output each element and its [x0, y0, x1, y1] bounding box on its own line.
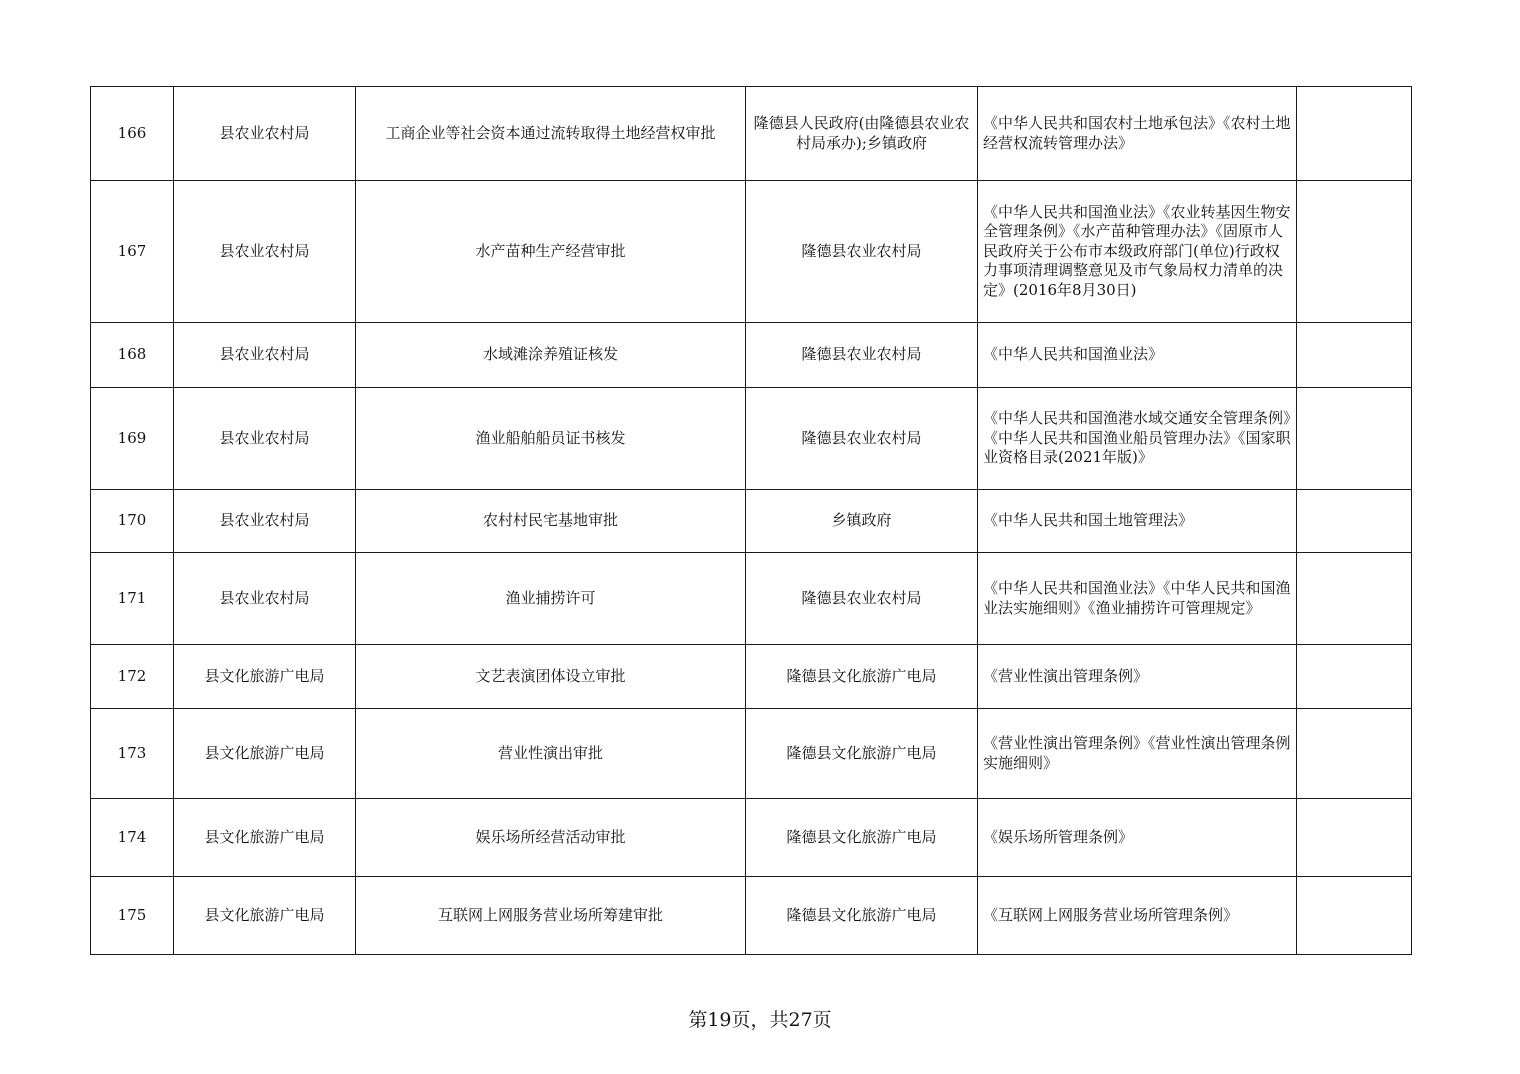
table-row	[91, 87, 1412, 181]
row-number: 175	[91, 877, 174, 955]
row-number: 174	[91, 799, 174, 877]
table-row	[91, 181, 1412, 323]
row-number: 173	[91, 709, 174, 799]
item-name-cell: 渔业捕捞许可	[356, 553, 746, 645]
legal-basis-cell: 《中华人民共和国渔港水域交通安全管理条例》《中华人民共和国渔业船员管理办法》《国家职业资格目录(2021年版)》	[978, 388, 1297, 490]
legal-basis-cell: 《营业性演出管理条例》《营业性演出管理条例实施细则》	[978, 709, 1297, 799]
table-row	[91, 388, 1412, 490]
legal-basis-cell: 《互联网上网服务营业场所管理条例》	[978, 877, 1297, 955]
note-cell	[1297, 388, 1412, 490]
item-name-cell: 渔业船舶船员证书核发	[356, 388, 746, 490]
department-cell: 县农业农村局	[174, 553, 356, 645]
department-cell: 县农业农村局	[174, 323, 356, 388]
department-cell: 县农业农村局	[174, 181, 356, 323]
table-row	[91, 645, 1412, 709]
note-cell	[1297, 877, 1412, 955]
table-body	[91, 87, 1412, 955]
note-cell	[1297, 323, 1412, 388]
item-name-cell: 工商企业等社会资本通过流转取得土地经营权审批	[356, 87, 746, 181]
legal-basis-cell: 《中华人民共和国土地管理法》	[978, 490, 1297, 553]
implementing-body-cell: 隆德县人民政府(由隆德县农业农村局承办);乡镇政府	[746, 87, 978, 181]
table-row	[91, 323, 1412, 388]
legal-basis-cell: 《中华人民共和国渔业法》《中华人民共和国渔业法实施细则》《渔业捕捞许可管理规定》	[978, 553, 1297, 645]
note-cell	[1297, 709, 1412, 799]
item-name-cell: 水产苗种生产经营审批	[356, 181, 746, 323]
note-cell	[1297, 799, 1412, 877]
note-cell	[1297, 645, 1412, 709]
item-name-cell: 营业性演出审批	[356, 709, 746, 799]
row-number: 171	[91, 553, 174, 645]
table-row	[91, 877, 1412, 955]
implementing-body-cell: 乡镇政府	[746, 490, 978, 553]
item-name-cell: 娱乐场所经营活动审批	[356, 799, 746, 877]
row-number: 168	[91, 323, 174, 388]
note-cell	[1297, 181, 1412, 323]
table-row	[91, 490, 1412, 553]
authority-table	[90, 86, 1412, 955]
item-name-cell: 互联网上网服务营业场所筹建审批	[356, 877, 746, 955]
row-number: 170	[91, 490, 174, 553]
row-number: 169	[91, 388, 174, 490]
note-cell	[1297, 553, 1412, 645]
table-row	[91, 709, 1412, 799]
implementing-body-cell: 隆德县农业农村局	[746, 553, 978, 645]
item-name-cell: 水域滩涂养殖证核发	[356, 323, 746, 388]
implementing-body-cell: 隆德县农业农村局	[746, 323, 978, 388]
note-cell	[1297, 87, 1412, 181]
department-cell: 县文化旅游广电局	[174, 877, 356, 955]
table-row	[91, 799, 1412, 877]
department-cell: 县文化旅游广电局	[174, 709, 356, 799]
legal-basis-cell: 《中华人民共和国渔业法》《农业转基因生物安全管理条例》《水产苗种管理办法》《固原市人民政府关于公布市本级政府部门(单位)行政权力事项清理调整意见及市气象局权力清单的决定》(2016年8月30日)	[978, 181, 1297, 323]
legal-basis-cell: 《中华人民共和国农村土地承包法》《农村土地经营权流转管理办法》	[978, 87, 1297, 181]
implementing-body-cell: 隆德县文化旅游广电局	[746, 799, 978, 877]
department-cell: 县农业农村局	[174, 490, 356, 553]
page-number-footer: 第19页，共27页	[688, 1009, 832, 1031]
legal-basis-cell: 《营业性演出管理条例》	[978, 645, 1297, 709]
legal-basis-cell: 《娱乐场所管理条例》	[978, 799, 1297, 877]
department-cell: 县文化旅游广电局	[174, 799, 356, 877]
implementing-body-cell: 隆德县农业农村局	[746, 388, 978, 490]
department-cell: 县农业农村局	[174, 87, 356, 181]
legal-basis-cell: 《中华人民共和国渔业法》	[978, 323, 1297, 388]
implementing-body-cell: 隆德县文化旅游广电局	[746, 645, 978, 709]
department-cell: 县文化旅游广电局	[174, 645, 356, 709]
item-name-cell: 文艺表演团体设立审批	[356, 645, 746, 709]
note-cell	[1297, 490, 1412, 553]
implementing-body-cell: 隆德县农业农村局	[746, 181, 978, 323]
department-cell: 县农业农村局	[174, 388, 356, 490]
row-number: 172	[91, 645, 174, 709]
item-name-cell: 农村村民宅基地审批	[356, 490, 746, 553]
implementing-body-cell: 隆德县文化旅游广电局	[746, 709, 978, 799]
implementing-body-cell: 隆德县文化旅游广电局	[746, 877, 978, 955]
row-number: 167	[91, 181, 174, 323]
row-number: 166	[91, 87, 174, 181]
table-row	[91, 553, 1412, 645]
